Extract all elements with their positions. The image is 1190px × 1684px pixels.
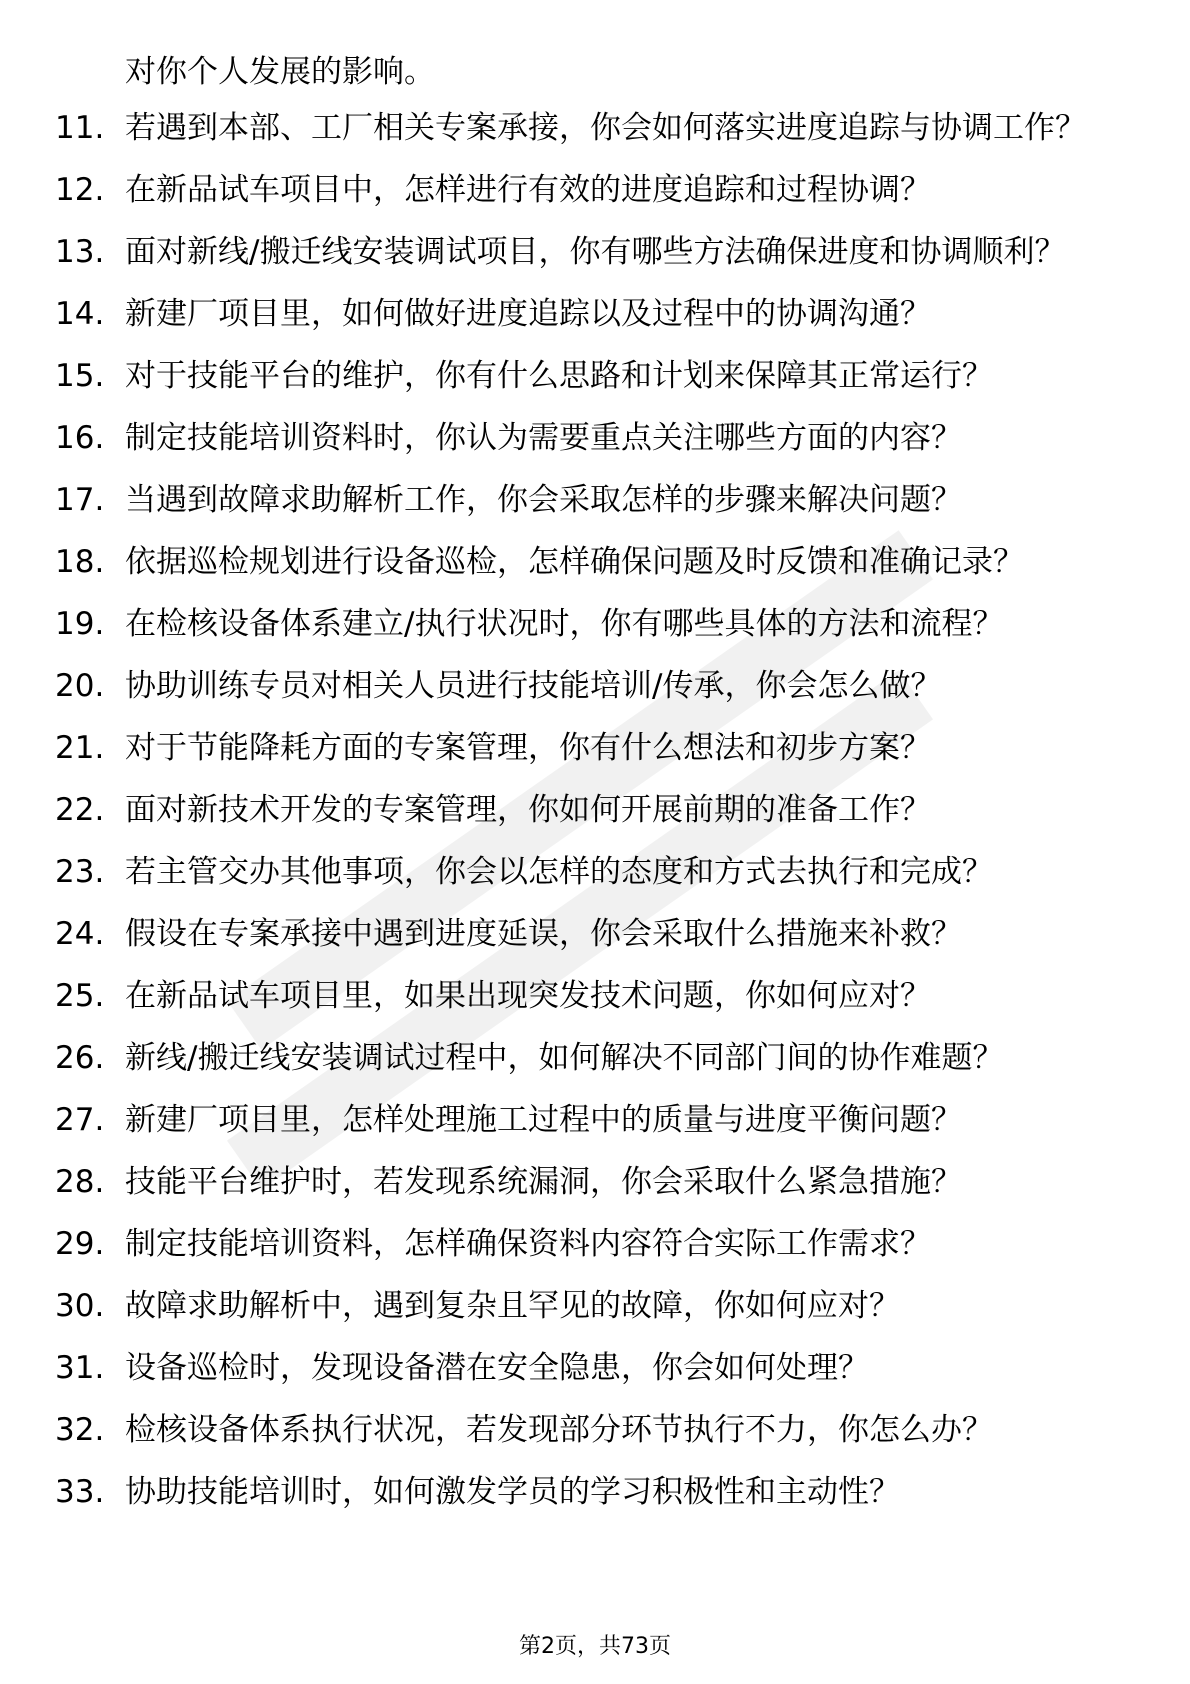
list-item [0, 790, 1190, 830]
question-number: 33. [55, 1474, 105, 1510]
question-text: 新建厂项目里，如何做好进度追踪以及过程中的协调沟通？ [125, 296, 931, 332]
question-text: 协助训练专员对相关人员进行技能培训/传承，你会怎么做？ [125, 668, 942, 704]
question-text: 依据巡检规划进行设备巡检，怎样确保问题及时反馈和准确记录？ [125, 544, 1024, 580]
question-number: 14. [55, 296, 105, 332]
question-text: 制定技能培训资料时，你认为需要重点关注哪些方面的内容？ [125, 420, 962, 456]
list-item [0, 294, 1190, 334]
question-text: 协助技能培训时，如何激发学员的学习积极性和主动性？ [125, 1474, 900, 1510]
question-number: 26. [55, 1040, 105, 1076]
page-footer: 第2页，共73页 [519, 1634, 671, 1659]
question-number: 30. [55, 1288, 105, 1324]
question-text: 面对新线/搬迁线安装调试项目，你有哪些方法确保进度和协调顺利？ [125, 234, 1066, 270]
question-number: 17. [55, 482, 105, 518]
list-item [0, 604, 1190, 644]
question-number: 16. [55, 420, 105, 456]
list-item [0, 1038, 1190, 1078]
question-text: 技能平台维护时，若发现系统漏洞，你会采取什么紧急措施？ [125, 1164, 962, 1200]
question-text: 新线/搬迁线安装调试过程中，如何解决不同部门间的协作难题？ [125, 1040, 1004, 1076]
list-item [0, 1100, 1190, 1140]
question-text: 新建厂项目里，怎样处理施工过程中的质量与进度平衡问题？ [125, 1102, 962, 1138]
question-text: 假设在专案承接中遇到进度延误，你会采取什么措施来补救？ [125, 916, 962, 952]
question-text: 在新品试车项目中，怎样进行有效的进度追踪和过程协调？ [125, 172, 931, 208]
list-item [0, 1410, 1190, 1450]
question-text: 当遇到故障求助解析工作，你会采取怎样的步骤来解决问题？ [125, 482, 962, 518]
question-number: 25. [55, 978, 105, 1014]
question-list [0, 108, 1190, 1534]
question-number: 15. [55, 358, 105, 394]
question-number: 20. [55, 668, 105, 704]
question-text: 设备巡检时，发现设备潜在安全隐患，你会如何处理？ [125, 1350, 869, 1386]
list-item [0, 170, 1190, 210]
question-text: 对于节能降耗方面的专案管理，你有什么想法和初步方案？ [125, 730, 931, 766]
list-item [0, 108, 1190, 148]
question-number: 18. [55, 544, 105, 580]
question-text: 制定技能培训资料，怎样确保资料内容符合实际工作需求？ [125, 1226, 931, 1262]
question-number: 31. [55, 1350, 105, 1386]
list-item [0, 914, 1190, 954]
question-number: 24. [55, 916, 105, 952]
list-item [0, 232, 1190, 272]
list-item [0, 480, 1190, 520]
question-number: 28. [55, 1164, 105, 1200]
question-text: 面对新技术开发的专案管理，你如何开展前期的准备工作？ [125, 792, 931, 828]
list-item [0, 1472, 1190, 1512]
list-item [0, 728, 1190, 768]
list-item [0, 418, 1190, 458]
question-number: 12. [55, 172, 105, 208]
question-number: 27. [55, 1102, 105, 1138]
question-text: 在检核设备体系建立/执行状况时，你有哪些具体的方法和流程？ [125, 606, 1004, 642]
list-item [0, 1162, 1190, 1202]
question-text: 检核设备体系执行状况，若发现部分环节执行不力，你怎么办？ [125, 1412, 993, 1448]
question-number: 29. [55, 1226, 105, 1262]
question-number: 13. [55, 234, 105, 270]
list-item [0, 852, 1190, 892]
list-item [0, 976, 1190, 1016]
question-text: 若主管交办其他事项，你会以怎样的态度和方式去执行和完成？ [125, 854, 993, 890]
question-number: 11. [55, 110, 105, 146]
list-item [0, 1286, 1190, 1326]
question-text: 若遇到本部、工厂相关专案承接，你会如何落实进度追踪与协调工作？ [125, 110, 1086, 146]
question-number: 23. [55, 854, 105, 890]
question-number: 32. [55, 1412, 105, 1448]
list-item [0, 542, 1190, 582]
question-number: 19. [55, 606, 105, 642]
list-item [0, 1224, 1190, 1264]
list-item [0, 356, 1190, 396]
question-text: 故障求助解析中，遇到复杂且罕见的故障，你如何应对？ [125, 1288, 900, 1324]
question-number: 22. [55, 792, 105, 828]
list-item [0, 666, 1190, 706]
continuation-text: 对你个人发展的影响。 [125, 54, 435, 90]
list-item [0, 1348, 1190, 1388]
question-text: 在新品试车项目里，如果出现突发技术问题，你如何应对？ [125, 978, 931, 1014]
question-text: 对于技能平台的维护，你有什么思路和计划来保障其正常运行？ [125, 358, 993, 394]
question-number: 21. [55, 730, 105, 766]
